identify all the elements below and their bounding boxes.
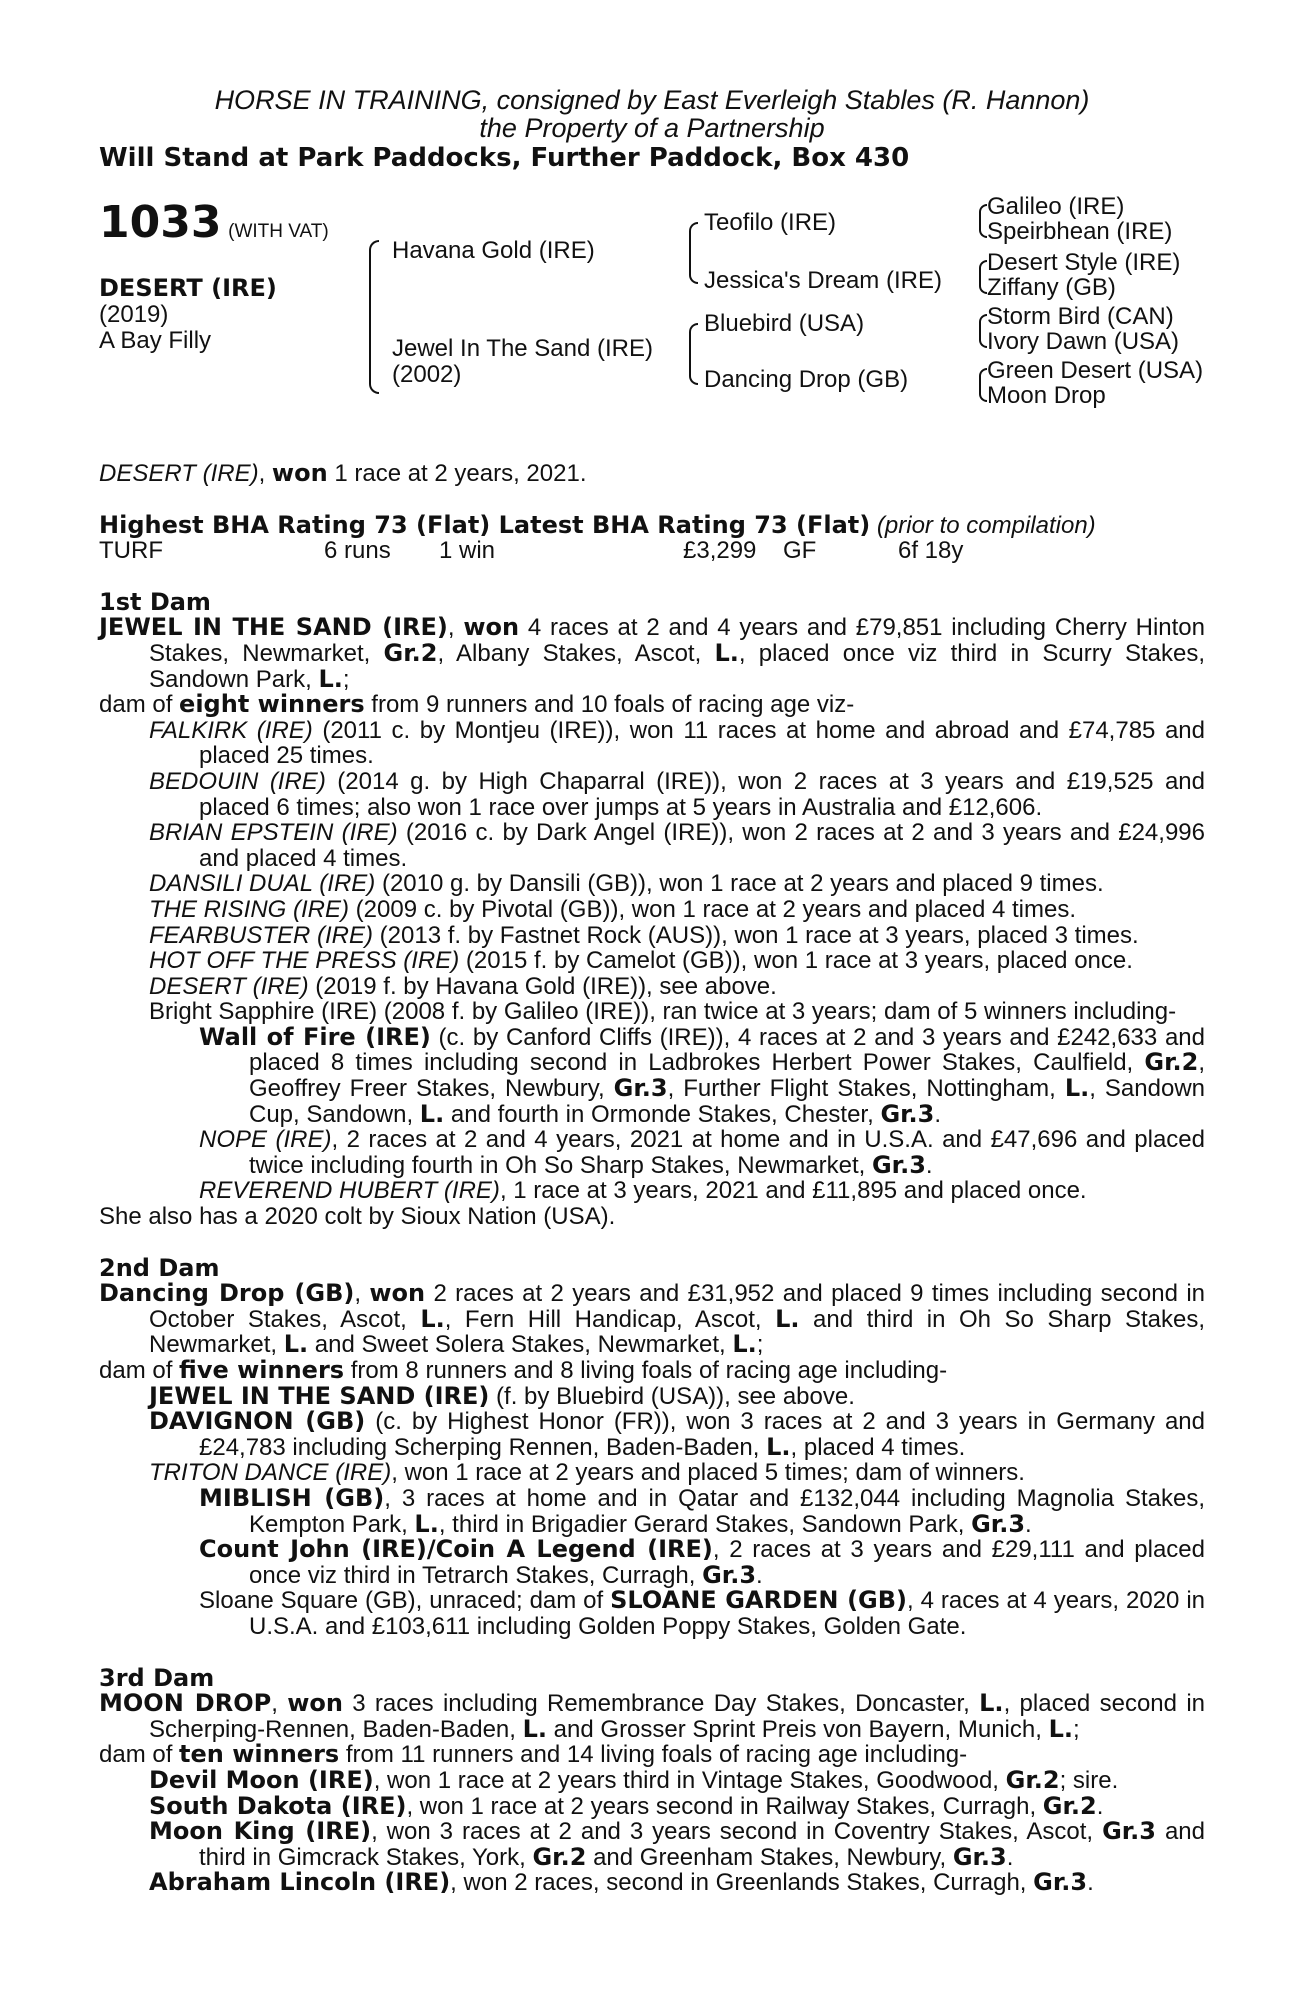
gen3-brace-1 xyxy=(979,204,987,238)
race-summary: DESERT (IRE), won 1 race at 2 years, 2021. xyxy=(99,459,587,487)
dss-name: Storm Bird (CAN) xyxy=(987,303,1174,330)
property-line: the Property of a Partnership xyxy=(479,113,825,143)
consignment-line: HORSE IN TRAINING, consigned by East Everleigh Stables (R. Hannon) xyxy=(214,85,1090,115)
progeny-item: BEDOUIN (IRE) (2014 g. by High Chaparral (IRE)), won 2 races at 3 years and £19,525 and placed 6 times; also won 1 race over jumps at 5 years in Australia and £12,606. xyxy=(149,767,1205,821)
dds-name: Green Desert (USA) xyxy=(987,357,1204,384)
progeny-item: JEWEL IN THE SAND (IRE) (f. by Bluebird (USA)), see above. xyxy=(149,1381,855,1410)
progeny-item: South Dakota (IRE), won 1 race at 2 years second in Railway Stakes, Curragh, Gr.2. xyxy=(149,1791,1104,1820)
progeny-item: DANSILI DUAL (IRE) (2010 g. by Dansili (GB)), won 1 race at 2 years and placed 9 times. xyxy=(149,870,1104,898)
progeny-item: TRITON DANCE (IRE), won 1 race at 2 years and placed 5 times; dam of winners. xyxy=(149,1459,1025,1487)
progeny-item: DESERT (IRE) (2019 f. by Havana Gold (IRE)), see above. xyxy=(149,972,777,1000)
dsd-name: Ivory Dawn (USA) xyxy=(987,328,1180,355)
first-dam-section xyxy=(99,587,1205,1231)
gen3-brace-2 xyxy=(979,260,987,294)
first-dam-produce: dam of eight winners from 9 runners and 10 foals of racing age viz- xyxy=(99,690,855,719)
rating-block xyxy=(99,510,1205,565)
second-dam-title: 2nd Dam xyxy=(99,1253,220,1282)
grandprogeny-item: Count John (IRE)/Coin A Legend (IRE), 2 races at 3 years and £29,111 and placed once viz third in Tetrarch Stakes, Curragh, Gr.3. xyxy=(199,1535,1205,1589)
pedigree-brace xyxy=(369,240,379,394)
also-note: She also has a 2020 colt by Sioux Nation (USA). xyxy=(99,1203,616,1231)
grandprogeny-item: NOPE (IRE), 2 races at 2 and 4 years, 2021 at home and in U.S.A. and £47,696 and placed twice including fourth in Oh So Sharp Stakes, Newmarket, Gr.3. xyxy=(199,1126,1205,1179)
sire-line-brace xyxy=(689,222,698,284)
dam-year: (2002) xyxy=(392,361,462,388)
sire-name: Havana Gold (IRE) xyxy=(392,237,595,264)
third-dam-produce: dam of ten winners from 11 runners and 14 living foals of racing age including- xyxy=(99,1740,968,1769)
gen3-brace-3 xyxy=(979,314,987,348)
first-dam-title: 1st Dam xyxy=(99,587,211,616)
grandprogeny-item: Sloane Square (GB), unraced; dam of SLOANE GARDEN (GB), 4 races at 4 years, 2020 in U.S.A. and £103,611 including Golden Poppy Stakes, Golden Gate. xyxy=(199,1586,1205,1640)
progeny-item: THE RISING (IRE) (2009 c. by Pivotal (GB)), won 1 race at 2 years and placed 4 times. xyxy=(149,895,1077,923)
grandprogeny-item: REVEREND HUBERT (IRE), 1 race at 3 years, 2021 and £11,895 and placed once. xyxy=(199,1177,1087,1205)
rating-note: (prior to compilation) xyxy=(876,511,1096,539)
progeny-item: Moon King (IRE), won 3 races at 2 and 3 years second in Coventry Stakes, Ascot, Gr.3 and third in Gimcrack Stakes, York, Gr.2 and Greenham Stakes, Newbury, Gr.3. xyxy=(149,1817,1205,1871)
gen3-brace-4 xyxy=(979,368,987,402)
lot-number: 1033 xyxy=(99,197,222,248)
grandprogeny-item: MIBLISH (GB), 3 races at home and in Qatar and £132,044 including Magnolia Stakes, Kempton Park, L., third in Brigadier Gerard Stakes, Sandown Park, Gr.3. xyxy=(199,1483,1206,1538)
third-dam-record: MOON DROP, won 3 races including Remembrance Day Stakes, Doncaster, L., placed second in Scherping-Rennen, Baden-Baden, L. and Grosser Sprint Preis von Bayern, Munich, L.; xyxy=(99,1689,1205,1743)
second-dam-produce: dam of five winners from 8 runners and 8 living foals of racing age including- xyxy=(99,1356,948,1384)
horse-description: A Bay Filly xyxy=(99,327,212,354)
ssd-name: Speirbhean (IRE) xyxy=(987,218,1173,245)
sds-name: Desert Style (IRE) xyxy=(987,249,1181,276)
progeny-item: Bright Sapphire (IRE) (2008 f. by Galileo (IRE)), ran twice at 3 years; dam of 5 winners including- xyxy=(149,998,1177,1026)
horse-name: DESERT (IRE) xyxy=(99,274,277,302)
progeny-item: Abraham Lincoln (IRE), won 2 races, second in Greenlands Stakes, Curragh, Gr.3. xyxy=(149,1868,1094,1897)
pedigree-block xyxy=(99,193,1205,445)
vat-note: (WITH VAT) xyxy=(228,221,329,242)
dam-dam: Dancing Drop (GB) xyxy=(704,366,909,393)
location-line: Will Stand at Park Paddocks, Further Paddock, Box 430 xyxy=(99,143,910,173)
progeny-item: FALKIRK (IRE) (2011 c. by Montjeu (IRE)), won 11 races at home and abroad and £74,785 and placed 25 times. xyxy=(149,716,1205,770)
dam-line-brace xyxy=(689,323,698,385)
rating-line: Highest BHA Rating 73 (Flat) Latest BHA Rating 73 (Flat) xyxy=(99,510,871,539)
ddd-name: Moon Drop xyxy=(987,382,1106,409)
third-dam-title: 3rd Dam xyxy=(99,1663,215,1692)
grandprogeny-item: Wall of Fire (IRE) (c. by Canford Cliffs (IRE)), 4 races at 2 and 3 years and £242,633 and placed 8 times including second in Ladbrokes Herbert Power Stakes, Caulfield, Gr.2, Geoffrey Freer Stakes, Newbury, Gr.3, Further Flight Stakes, Nottingham, L., Sandown Cup, Sandown, L. and fourth in Ormonde Stakes, Chester, Gr.3. xyxy=(199,1022,1205,1128)
sire-sire: Teofilo (IRE) xyxy=(704,209,837,236)
progeny-item: BRIAN EPSTEIN (IRE) (2016 c. by Dark Angel (IRE)), won 2 races at 2 and 3 years and £24,996 and placed 4 times. xyxy=(149,819,1205,872)
dam-name: Jewel In The Sand (IRE) xyxy=(392,335,654,362)
second-dam-section xyxy=(99,1253,1206,1640)
sss-name: Galileo (IRE) xyxy=(987,193,1125,220)
progeny-item: FEARBUSTER (IRE) (2013 f. by Fastnet Rock (AUS)), won 1 race at 3 years, placed 3 times. xyxy=(149,921,1139,949)
progeny-item: Devil Moon (IRE), won 1 race at 2 years third in Vintage Stakes, Goodwood, Gr.2; sire. xyxy=(149,1765,1119,1794)
progeny-item: HOT OFF THE PRESS (IRE) (2015 f. by Camelot (GB)), won 1 race at 3 years, placed once. xyxy=(149,947,1133,975)
progeny-item: DAVIGNON (GB) (c. by Highest Honor (FR)), won 3 races at 2 and 3 years in Germany and £24,783 including Scherping Rennen, Baden-Baden, L., placed 4 times. xyxy=(149,1407,1205,1461)
sire-dam: Jessica's Dream (IRE) xyxy=(704,267,942,294)
first-dam-record: JEWEL IN THE SAND (IRE), won 4 races at 2 and 4 years and £79,851 including Cherry Hinton Stakes, Newmarket, Gr.2, Albany Stakes, Ascot, L., placed once viz third in Scurry Stakes, Sandown Park, L.; xyxy=(99,613,1205,693)
catalogue-page xyxy=(99,86,1205,1896)
dam-sire: Bluebird (USA) xyxy=(704,310,865,337)
foaling-year: (2019) xyxy=(99,301,169,328)
turf-stats: TURF 6 runs 1 win £3,299 GF 6f 18y xyxy=(99,537,964,565)
third-dam-section xyxy=(99,1663,1205,1897)
second-dam-record: Dancing Drop (GB), won 2 races at 2 years and £31,952 and placed 9 times including second in October Stakes, Ascot, L., Fern Hill Handicap, Ascot, L. and third in Oh So Sharp Stakes, Newmarket, L. and Sweet Solera Stakes, Newmarket, L.; xyxy=(99,1279,1205,1359)
sdd-name: Ziffany (GB) xyxy=(987,274,1116,301)
